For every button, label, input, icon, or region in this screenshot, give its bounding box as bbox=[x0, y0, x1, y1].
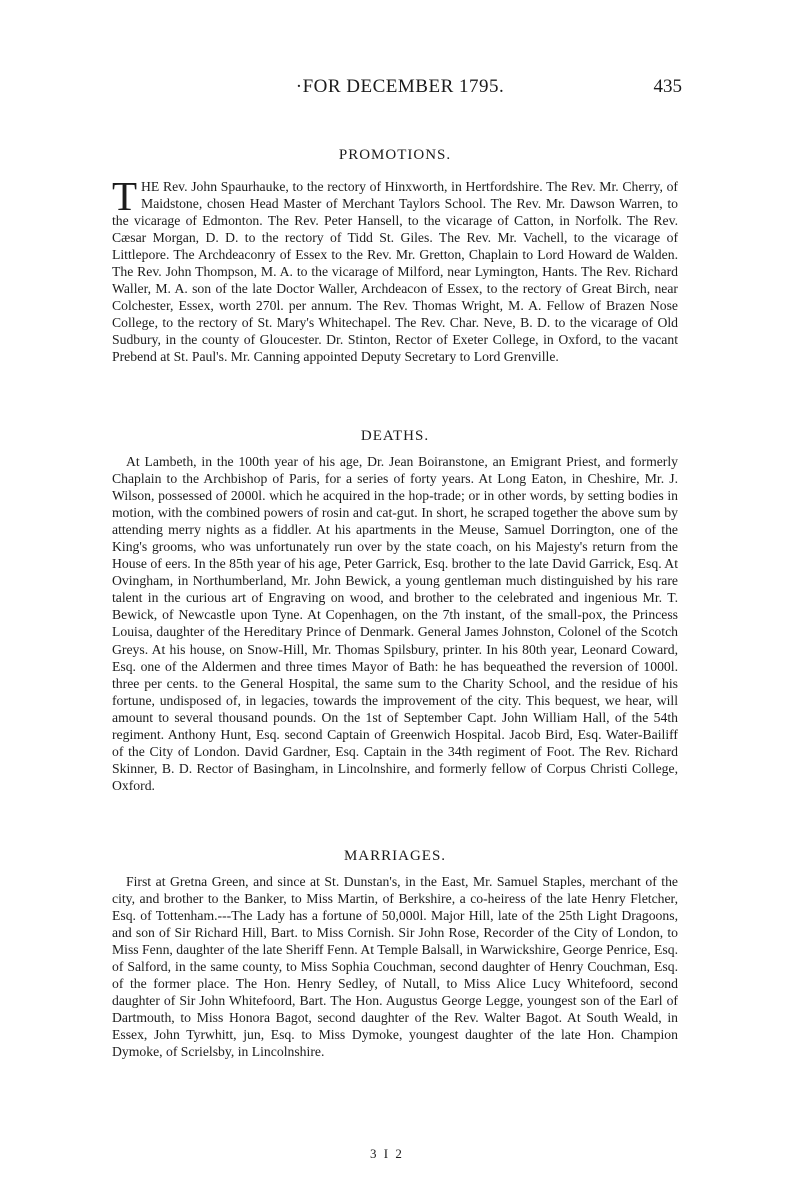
running-title: ·FOR DECEMBER 1795. bbox=[295, 76, 505, 97]
marriages-section bbox=[112, 847, 678, 1061]
marriages-heading: MARRIAGES. bbox=[343, 848, 447, 864]
promotions-text bbox=[112, 173, 678, 366]
running-head bbox=[0, 76, 800, 102]
promotions-section bbox=[112, 146, 678, 366]
signature-mark: 3 I 2 bbox=[370, 1146, 404, 1161]
page-number: 435 bbox=[653, 76, 682, 97]
deaths-section bbox=[112, 427, 678, 794]
drop-cap: T bbox=[112, 173, 138, 219]
deaths-text: At Lambeth, in the 100th year of his age, Dr. Jean Boiranstone, an Emigrant Priest, and formerly Chaplain to the Archbishop of Paris, for a series of forty years. At Long Eaton, in Cheshire, Mr. J. Wilson, possessed of 2000l. which he acquired in the hop-trade; or in other words, by setting bodies in motion, with the combined powers of rosin and cat-gut. In short, he scraped together the above sum by attending merry nights as a fiddler. At his apartments in the Meuse, Samuel Dorrington, one of the King's grooms, who was unfortunately run over by the state coach, on his Majesty's return from the House of eers. In the 85th year of his age, Peter Garrick, Esq. brother to the late David Garrick, Esq. At Ovingham, in Northumberland, Mr. John Bewick, a young gentleman much distinguished by his rare talent in the curious art of Engraving on wood, and brother to the celebrated and ingenious Mr. T. Bewick, of Newcastle upon Tyne. At Copenhagen, on the 7th instant, of the small-pox, the Princess Louisa, daughter of the Hereditary Prince of Denmark. General James Johnston, Colonel of the Scotch Greys. At his house, on Snow-Hill, Mr. Thomas Spilsbury, printer. In his 80th year, Leonard Coward, Esq. one of the Aldermen and three times Mayor of Bath: he has bequeathed the reversion of 1000l. three per cents. to the General Hospital, the same sum to the Charity School, and the residue of his fortune, undisposed of, in legacies, towards the improvement of the city. This bequest, we hear, will amount to several thousand pounds. On the 1st of September Capt. John William Hall, of the 54th regiment. Anthony Hunt, Esq. second Captain of Greenwich Hospital. Jacob Bird, Esq. Water-Bailiff of the City of London. David Gardner, Esq. Captain in the 34th regiment of Foot. The Rev. Richard Skinner, B. D. Rector of Basingham, in Lincolnshire, and formerly fellow of Corpus Christi College, Oxford. bbox=[112, 454, 678, 793]
promotions-body: HE Rev. John Spaurhauke, to the rectory of Hinxworth, in Hertfordshire. The Rev. Mr. Cherry, of Maidstone, chosen Head Master of Merchant Taylors School. The Rev. Mr. Dawson Warren, to the vicarage of Edmonton. The Rev. Peter Hansell, to the vicarage of Catton, in Norfolk. The Rev. Cæsar Morgan, D. D. to the rectory of Tidd St. Giles. The Rev. Mr. Vachell, to the vicarage of Littlepore. The Archdeaconry of Essex to the Rev. Mr. Gretton, Chaplain to Lord Howard de Walden. The Rev. John Thompson, M. A. to the vicarage of Milford, near Lymington, Hants. The Rev. Richard Waller, M. A. son of the late Doctor Waller, Archdeacon of Essex, to the rectory of Great Birch, near Colchester, Essex, worth 270l. per annum. The Rev. Thomas Wright, M. A. Fellow of Brazen Nose College, to the rectory of St. Mary's Whitechapel. The Rev. Char. Neve, B. D. to the vicarage of Old Sudbury, in the county of Gloucester. Dr. Stinton, Rector of Exeter College, in Oxford, to the vacant Prebend at St. Paul's. Mr. Canning appointed Deputy Secretary to Lord Grenville. bbox=[112, 179, 678, 365]
promotions-heading: PROMOTIONS. bbox=[338, 147, 452, 163]
deaths-heading: DEATHS. bbox=[360, 428, 430, 444]
marriages-text: First at Gretna Green, and since at St. Dunstan's, in the East, Mr. Samuel Staples, merchant of the city, and brother to the Banker, to Miss Martin, of Berkshire, a co-heiress of the late Henry Fletcher, Esq. of Tottenham.---The Lady has a fortune of 50,000l. Major Hill, late of the 25th Light Dragoons, and son of Sir Richard Hill, Bart. to Miss Cornish. Sir John Rose, Recorder of the City of London, to Miss Fenn, daughter of the late Sheriff Fenn. At Temple Balsall, in Warwickshire, George Penrice, Esq. of Salford, in the same county, to Miss Sophia Couchman, second daughter of Henry Couchman, Esq. of the former place. The Hon. Henry Sedley, of Nutall, to Miss Alice Lucy Whitefoord, second daughter of Sir John Whitefoord, Bart. The Hon. Augustus George Legge, youngest son of the Earl of Dartmouth, to Miss Honora Bagot, second daughter of the Rev. Walter Bagot. At South Weald, in Essex, John Tyrwhitt, jun, Esq. to Miss Dymoke, youngest daughter of the late Hon. Champion Dymoke, of Scrielsby, in Lincolnshire. bbox=[112, 874, 678, 1060]
